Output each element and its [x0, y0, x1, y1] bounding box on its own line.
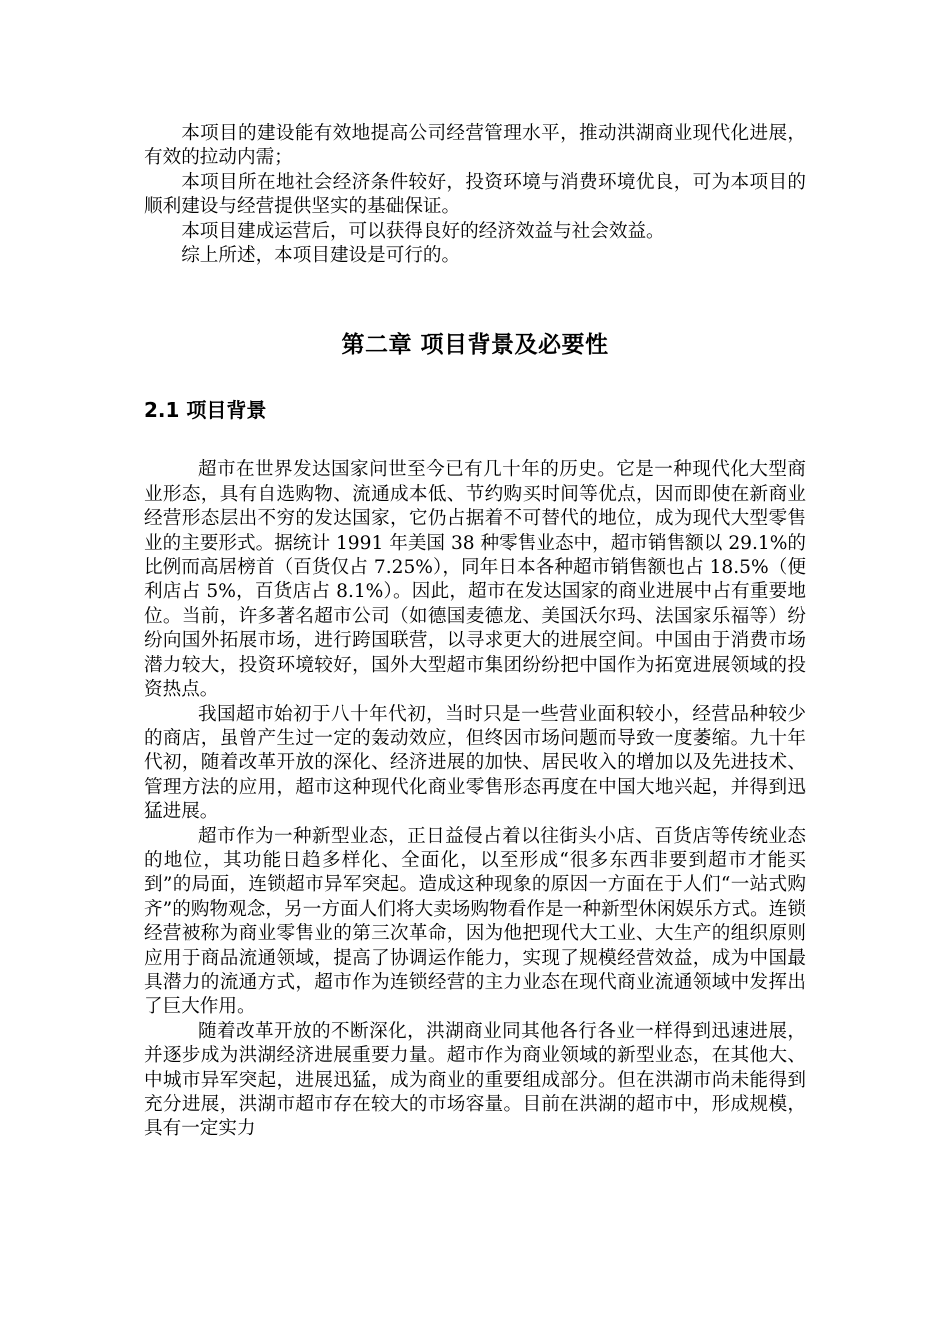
document-page [144, 122, 806, 1142]
intro-paragraph: 综上所述，本项目建设是可行的。 [181, 245, 461, 267]
chapter-title: 第二章 项目背景及必要性 [341, 332, 609, 359]
body-paragraph: 超市在世界发达国家问世至今已有几十年的历史。它是一种现代化大型商业形态，具有自选购物、流通成本低、节约购买时间等优点，因而即使在新商业经营形态层出不穷的发达国家，它仍占据着不可替代的地位，成为现代大型零售业的主要形式。据统计 1991 年美国 38 种零售业态中，超市销售额以 29.1%的比例而高居榜首（百货仅占 7.25%），同年日本各种超市销售额也占 18.5%（便利店占 5%，百货店占 8.1%）。因此，超市在发达国家的商业进展中占有重要地位。当前，许多著名超市公司（如德国麦德龙、美国沃尔玛、法国家乐福等）纷纷向国外拓展市场，进行跨国联营，以寻求更大的进展空间。中国由于消费市场潜力较大，投资环境较好，国外大型超市集团纷纷把中国作为拓宽进展领域的投资热点。 [144, 459, 806, 701]
body-paragraph: 我国超市始初于八十年代初，当时只是一些营业面积较小，经营品种较少的商店，虽曾产生过一定的轰动效应，但终因市场问题而导致一度萎缩。九十年代初，随着改革开放的深化、经济进展的加快、居民收入的增加以及先进技术、管理方法的应用，超市这种现代化商业零售形态再度在中国大地兴起，并得到迅猛进展。 [144, 703, 806, 823]
intro-paragraph: 本项目的建设能有效地提高公司经营管理水平，推动洪湖商业现代化进展，有效的拉动内需； [144, 123, 806, 169]
body-paragraph: 随着改革开放的不断深化，洪湖商业同其他各行各业一样得到迅速进展，并逐步成为洪湖经济进展重要力量。超市作为商业领域的新型业态，在其他大、中城市异军突起，进展迅猛，成为商业的重要组成部分。但在洪湖市尚未能得到充分进展，洪湖市超市存在较大的市场容量。目前在洪湖的超市中，形成规模，具有一定实力 [144, 1020, 806, 1140]
section-body [144, 458, 806, 1141]
section-title: 2.1 项目背景 [144, 398, 267, 423]
intro-paragraph: 本项目所在地社会经济条件较好，投资环境与消费环境优良，可为本项目的顺利建设与经营提供坚实的基础保证。 [144, 171, 806, 218]
body-paragraph: 超市作为一种新型业态，正日益侵占着以往街头小店、百货店等传统业态的地位，其功能日趋多样化、全面化，以至形成“很多东西非要到超市才能买到”的局面，连锁超市异军突起。造成这种现象的原因一方面在于人们“一站式购齐”的购物观念，另一方面人们将大卖场购物看作是一种新型休闲娱乐方式。连锁经营被称为商业零售业的第三次革命，因为他把现代大工业、大生产的组织原则应用于商品流通领域，提高了协调运作能力，实现了规模经营效益，成为中国最具潜力的流通方式，超市作为连锁经营的主力业态在现代商业流通领域中发挥出了巨大作用。 [144, 825, 806, 1018]
intro-paragraph: 本项目建成运营后，可以获得良好的经济效益与社会效益。 [181, 220, 665, 242]
intro-section [144, 122, 806, 268]
